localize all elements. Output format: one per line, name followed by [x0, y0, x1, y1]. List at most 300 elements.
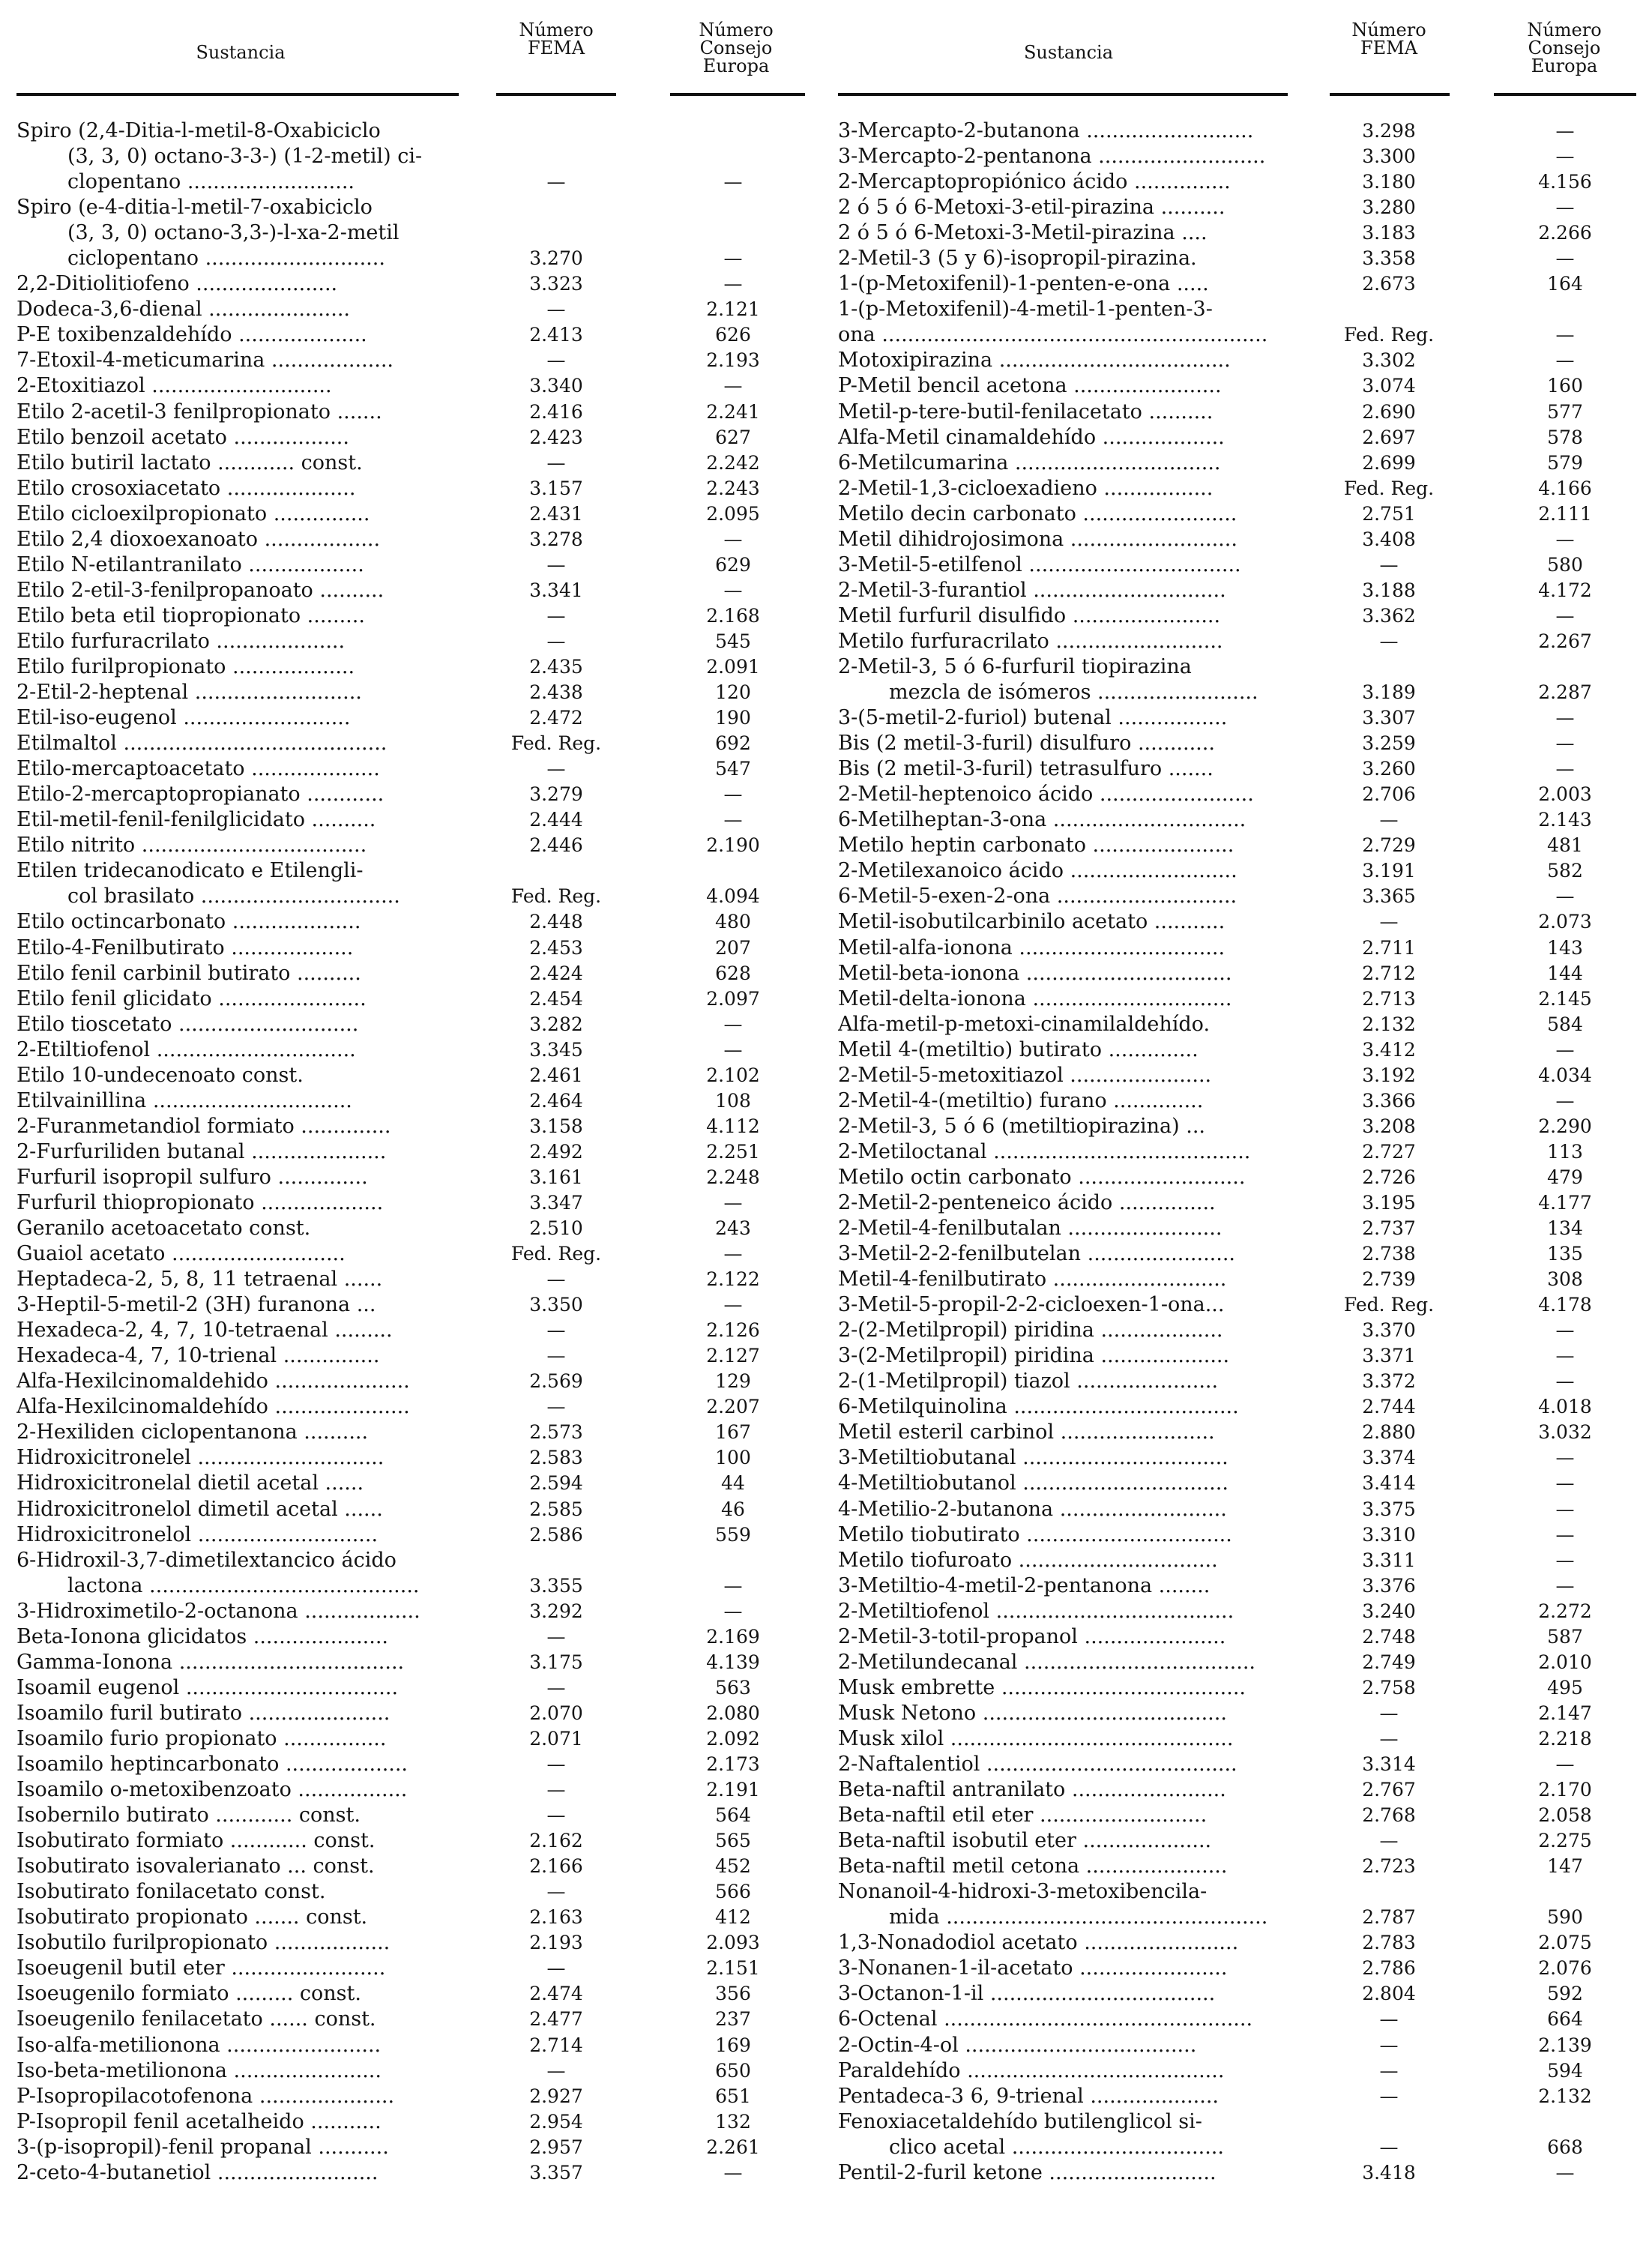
consejo-europa-number: 2.207: [706, 1396, 760, 1418]
consejo-europa-number: 668: [1547, 2136, 1583, 2158]
substance-name: Etilo 10-undecenoato const.: [16, 1063, 304, 1087]
table-row: [16, 1063, 825, 1088]
substance-name: Isoeugenilo formiato ......... const.: [16, 1982, 361, 2006]
fema-number: —: [546, 1804, 566, 1827]
substance-name: Hidroxicitronelal dietil acetal ......: [16, 1471, 364, 1495]
substance-name: 2-Metil-3-furantiol ..............................: [838, 578, 1226, 602]
consejo-europa-number: 2.169: [706, 1625, 760, 1648]
substance-name: Isoamil eugenol .................................: [16, 1675, 399, 1699]
substance-name: 3-(p-isopropil)-fenil propanal ...........: [16, 2135, 389, 2159]
header-consejo-europa: Número Consejo Europa: [699, 19, 774, 76]
consejo-europa-number: 2.126: [706, 1319, 760, 1342]
consejo-europa-number: 2.139: [1538, 2034, 1592, 2056]
consejo-europa-number: 2.290: [1538, 1115, 1592, 1137]
consejo-europa-number: 113: [1547, 1140, 1583, 1163]
fema-number: 3.192: [1362, 1064, 1416, 1086]
consejo-europa-number: —: [1555, 732, 1575, 755]
fema-number: 2.738: [1362, 1243, 1416, 1265]
fema-number: [469, 195, 643, 220]
consejo-europa-number: 2.275: [1538, 1830, 1592, 1852]
substance-name: (3, 3, 0) octano-3,3-)-l-xa-2-metil: [67, 221, 400, 245]
fema-number: 3.298: [1362, 120, 1416, 142]
table-row: [16, 807, 825, 833]
consejo-europa-number: [649, 1548, 817, 1573]
table-row: [838, 400, 1649, 425]
consejo-europa-number: 243: [715, 1217, 751, 1240]
substance-name: 2 ó 5 ó 6-Metoxi-3-Metil-pirazina ....: [838, 221, 1208, 245]
substance-name: Musk xilol ............................................: [838, 1726, 1234, 1750]
table-row: [16, 220, 825, 246]
substance-name: Furfuril isopropil sulfuro ..............: [16, 1165, 368, 1189]
table-row: [838, 118, 1649, 144]
consejo-europa-number: 2.132: [1538, 2085, 1592, 2107]
fema-number: 3.310: [1362, 1523, 1416, 1546]
fema-number: 3.259: [1362, 732, 1416, 755]
table-row: [16, 1139, 825, 1165]
fema-number: 3.074: [1362, 375, 1416, 397]
consejo-europa-number: 565: [715, 1830, 751, 1852]
consejo-europa-number: 135: [1547, 1243, 1583, 1265]
table-row: [838, 1292, 1649, 1318]
fema-number: 2.723: [1362, 1855, 1416, 1878]
substance-name: Guaiol acetato ...........................: [16, 1242, 346, 1266]
header-sustancia: Sustancia: [196, 42, 286, 63]
consejo-europa-number: 495: [1547, 1676, 1583, 1699]
fema-number: 2.783: [1362, 1932, 1416, 1954]
consejo-europa-number: 592: [1547, 1983, 1583, 2005]
fema-number: [469, 118, 643, 144]
fema-number: —: [1379, 630, 1399, 652]
substance-name: Hidroxicitronelol dimetil acetal ......: [16, 1497, 383, 1521]
fema-number: 2.438: [529, 681, 583, 704]
table-row: [838, 1599, 1649, 1624]
table-row: [838, 246, 1649, 271]
table-row: [16, 1548, 825, 1573]
substance-name: Alfa-metil-p-metoxi-cinamilaldehído.: [838, 1012, 1211, 1036]
consejo-europa-number: 587: [1547, 1625, 1583, 1648]
substance-name: 3-Metil-2-2-fenilbutelan .......................: [838, 1242, 1236, 1266]
consejo-europa-number: 2.267: [1538, 630, 1592, 652]
fema-number: 3.183: [1362, 222, 1416, 244]
substance-name: ciclopentano ............................: [67, 247, 385, 271]
consejo-europa-number: 566: [715, 1881, 751, 1903]
table-row: [838, 1471, 1649, 1496]
substance-name: Musk embrette ......................................: [838, 1675, 1246, 1699]
table-row: [16, 935, 825, 961]
consejo-europa-number: —: [1555, 885, 1575, 908]
consejo-europa-number: 564: [715, 1804, 751, 1827]
consejo-europa-number: —: [1555, 1549, 1575, 1571]
fema-number: 3.345: [529, 1038, 583, 1061]
table-row: [16, 1420, 825, 1445]
table-row: [838, 144, 1649, 169]
consejo-europa-number: —: [1555, 324, 1575, 346]
consejo-europa-number: 4.172: [1538, 579, 1592, 601]
table-row: [16, 400, 825, 425]
table-row: [838, 1726, 1649, 1752]
substance-name: Isoamilo o-metoxibenzoato .................: [16, 1778, 408, 1802]
table-row: [838, 909, 1649, 935]
table-row: [838, 629, 1649, 654]
consejo-europa-number: —: [723, 1243, 743, 1265]
fema-number: 2.448: [529, 911, 583, 933]
fema-number: 3.188: [1362, 579, 1416, 601]
fema-number: [469, 858, 643, 884]
substance-name: 3-(5-metil-2-furiol) butenal .................: [838, 706, 1228, 730]
substance-name: P-Metil bencil acetona .......................: [838, 374, 1222, 398]
fema-number: 2.712: [1362, 962, 1416, 984]
table-row: [16, 451, 825, 476]
table-row: [838, 654, 1649, 680]
substance-name: Metil-delta-ionona ...............................: [838, 986, 1232, 1010]
substance-name: Isoeugenilo fenilacetato ...... const.: [16, 2007, 376, 2031]
fema-number: 2.711: [1362, 936, 1416, 959]
fema-number: —: [1379, 2008, 1399, 2031]
substance-name: Beta-naftil isobutil eter ....................: [838, 1829, 1212, 1853]
consejo-europa-number: [1481, 1879, 1649, 1905]
substance-name: Beta-naftil metil cetona ......................: [838, 1854, 1228, 1878]
consejo-europa-number: 590: [1547, 1906, 1583, 1929]
consejo-europa-number: [649, 144, 817, 169]
fema-number: 2.748: [1362, 1625, 1416, 1648]
fema-number: —: [546, 1753, 566, 1775]
consejo-europa-number: 578: [1547, 426, 1583, 448]
fema-number: 3.158: [529, 1115, 583, 1137]
substance-name: Bis (2 metil-3-furil) tetrasulfuro .......: [838, 757, 1214, 781]
table-row: [16, 1803, 825, 1828]
consejo-europa-number: 2.127: [706, 1345, 760, 1367]
table-row: [838, 1624, 1649, 1650]
consejo-europa-number: 452: [715, 1855, 751, 1878]
table-row: [838, 1828, 1649, 1854]
fema-number: —: [1379, 911, 1399, 933]
substance-name: Alfa-Metil cinamaldehído ...................: [838, 425, 1225, 449]
consejo-europa-number: —: [723, 2161, 743, 2184]
table-row: [16, 1445, 825, 1471]
substance-name: Etilo tioscetato ............................: [16, 1012, 359, 1036]
consejo-europa-number: —: [1555, 528, 1575, 550]
table-row: [16, 1675, 825, 1701]
substance-name: Etilo octincarbonato ....................: [16, 910, 361, 934]
substance-name: Metil 4-(metiltio) butirato ..............: [838, 1037, 1199, 1061]
consejo-europa-number: 4.018: [1538, 1396, 1592, 1418]
consejo-europa-number: 2.168: [706, 604, 760, 627]
fema-number: 3.357: [529, 2161, 583, 2184]
consejo-europa-number: [1481, 297, 1649, 322]
substance-name: Pentadeca-3 6, 9-trienal ....................: [838, 2084, 1220, 2108]
table-row: [16, 833, 825, 858]
fema-number: 2.071: [529, 1727, 583, 1750]
fema-number: 2.706: [1362, 783, 1416, 806]
table-row: [16, 144, 825, 169]
table-row: [16, 1394, 825, 1420]
table-row: [838, 425, 1649, 451]
table-row: [16, 1599, 825, 1624]
fema-number: 3.300: [1362, 145, 1416, 168]
fema-number: 2.804: [1362, 1983, 1416, 2005]
consejo-europa-number: —: [1555, 2161, 1575, 2184]
fema-number: 3.347: [529, 1191, 583, 1214]
consejo-europa-number: 626: [715, 324, 751, 346]
fema-number: 3.180: [1362, 171, 1416, 193]
substance-name: 1-(p-Metoxifenil)-1-penten-e-ona .....: [838, 272, 1209, 296]
table-row: [16, 1981, 825, 2007]
substance-name: Beta-naftil antranilato ........................: [838, 1778, 1226, 1802]
table-row: [16, 858, 825, 884]
table-row: [838, 833, 1649, 858]
table-row: [838, 935, 1649, 961]
table-row: [16, 271, 825, 297]
consejo-europa-number: 577: [1547, 400, 1583, 423]
table-row: [16, 1905, 825, 1930]
fema-number: 2.927: [529, 2085, 583, 2107]
consejo-europa-number: 120: [715, 681, 751, 704]
table-row: [838, 322, 1649, 348]
substance-name: 4-Metilio-2-butanona ..........................: [838, 1497, 1227, 1521]
substance-name: Metil dihidrojosimona ..........................: [838, 527, 1238, 551]
consejo-europa-number: —: [723, 1600, 743, 1622]
substance-name: clico acetal .................................: [889, 2135, 1224, 2159]
substance-name: 2-(2-Metilpropil) piridina ...................: [838, 1319, 1223, 1343]
substance-name: 1,3-Nonadodiol acetato ........................: [838, 1931, 1239, 1955]
table-row: [16, 1241, 825, 1267]
substance-name: 6-Metil-5-exen-2-ona ............................: [838, 885, 1238, 908]
table-row: [838, 1930, 1649, 1956]
substance-name: mida ..................................................: [889, 1905, 1268, 1929]
table-row: [838, 1497, 1649, 1522]
substance-name: Metil-alfa-ionona ................................: [838, 935, 1226, 959]
consejo-europa-number: 628: [715, 962, 751, 984]
consejo-europa-number: 2.097: [706, 987, 760, 1010]
substance-name: Metil-isobutilcarbinilo acetato ...........: [838, 910, 1226, 934]
consejo-europa-number: 2.095: [706, 502, 760, 525]
consejo-europa-number: 2.091: [706, 655, 760, 678]
table-row: [16, 731, 825, 756]
consejo-europa-number: 2.248: [706, 1166, 760, 1188]
table-row: [838, 1956, 1649, 1981]
consejo-europa-number: 160: [1547, 375, 1583, 397]
table-row: [16, 1088, 825, 1114]
fema-number: 3.161: [529, 1166, 583, 1188]
substance-name: Isoamilo furil butirato ......................: [16, 1701, 391, 1725]
table-row: [838, 348, 1649, 373]
consejo-europa-number: 108: [715, 1089, 751, 1112]
fema-number: 2.461: [529, 1064, 583, 1086]
table-row: [838, 603, 1649, 629]
fema-number: Fed. Reg.: [510, 1243, 602, 1265]
substance-name: Paraldehído ........................................: [838, 2058, 1225, 2082]
consejo-europa-number: —: [1555, 145, 1575, 168]
table-row: [838, 2033, 1649, 2058]
fema-number: [1303, 297, 1475, 322]
substance-name: Isoeugenil butil eter ........................: [16, 1956, 386, 1980]
fema-number: 2.492: [529, 1140, 583, 1163]
consejo-europa-number: —: [1555, 758, 1575, 780]
substance-name: 3-Metiltiobutanal ................................: [838, 1446, 1229, 1470]
table-row: [16, 348, 825, 373]
substance-name: (3, 3, 0) octano-3-3-) (1-2-metil) ci-: [67, 145, 423, 169]
substance-name: 3-Metil-5-etilfenol .................................: [838, 552, 1241, 576]
substance-name: Spiro (2,4-Ditia-l-metil-8-Oxabiciclo: [16, 119, 381, 142]
table-row: [838, 884, 1649, 909]
fema-number: 3.302: [1362, 349, 1416, 372]
table-row: [838, 1445, 1649, 1471]
consejo-europa-number: 2.010: [1538, 1651, 1592, 1673]
consejo-europa-number: 2.076: [1538, 1957, 1592, 1980]
table-row: [838, 2007, 1649, 2032]
substance-name: 2-(1-Metilpropil) tiazol ......................: [838, 1369, 1219, 1393]
substance-name: P-Isopropil fenil acetalheido ...........: [16, 2109, 382, 2133]
table-row: [838, 1343, 1649, 1369]
table-row: [838, 1803, 1649, 1828]
consejo-europa-number: 2.191: [706, 1779, 760, 1801]
substance-name: 2-Naftalentiol .......................................: [838, 1753, 1238, 1776]
table-row: [838, 2084, 1649, 2109]
fema-number: 2.472: [529, 707, 583, 729]
substance-name: 3-Octanon-1-il ...................................: [838, 1982, 1216, 2006]
consejo-europa-number: 164: [1547, 273, 1583, 295]
table-row: [16, 2160, 825, 2186]
substance-name: 2-Metil-1,3-cicloexadieno .................: [838, 476, 1214, 500]
table-row: [16, 1216, 825, 1241]
table-row: [838, 1063, 1649, 1088]
table-row: [16, 2135, 825, 2160]
table-row: [838, 1190, 1649, 1216]
fema-number: 2.435: [529, 655, 583, 678]
substance-name: Etilo-4-Fenilbutirato ...................: [16, 935, 354, 959]
consejo-europa-number: 2.102: [706, 1064, 760, 1086]
substance-name: Etilo benzoil acetato ..................: [16, 425, 349, 449]
consejo-europa-number: —: [723, 375, 743, 397]
fema-number: 2.954: [529, 2110, 583, 2133]
table-row: [16, 1267, 825, 1292]
consejo-europa-number: 2.003: [1538, 783, 1592, 806]
consejo-europa-number: 44: [721, 1472, 745, 1495]
fema-number: 3.412: [1362, 1038, 1416, 1061]
consejo-europa-number: 2.193: [706, 349, 760, 372]
consejo-europa-number: 480: [715, 911, 751, 933]
table-row: [838, 1879, 1649, 1905]
consejo-europa-number: 4.177: [1538, 1191, 1592, 1214]
fema-number: —: [546, 630, 566, 652]
table-row: [16, 1471, 825, 1496]
table-row: [838, 986, 1649, 1012]
table-row: [16, 501, 825, 527]
substance-name: Etilo furilpropionato ...................: [16, 654, 355, 678]
consejo-europa-number: —: [1555, 1753, 1575, 1775]
substance-name: 6-Hidroxil-3,7-dimetilextancico ácido: [16, 1548, 397, 1572]
table-row: [16, 1726, 825, 1752]
consejo-europa-number: 2.143: [1538, 809, 1592, 831]
substance-name: col brasilato ...............................: [67, 885, 400, 908]
consejo-europa-number: 2.170: [1538, 1779, 1592, 1801]
consejo-europa-number: 237: [715, 2008, 751, 2031]
fema-number: 2.739: [1362, 1268, 1416, 1291]
table-row: [838, 2160, 1649, 2186]
substance-name: Etilo-2-mercaptopropianato ............: [16, 783, 385, 807]
fema-number: 3.350: [529, 1294, 583, 1316]
consejo-europa-number: —: [1555, 349, 1575, 372]
table-row: [16, 884, 825, 909]
fema-number: 3.189: [1362, 681, 1416, 704]
consejo-europa-number: 2.287: [1538, 681, 1592, 704]
consejo-europa-number: 207: [715, 936, 751, 959]
substance-name: 6-Metilheptan-3-ona ..............................: [838, 808, 1246, 832]
fema-number: 3.307: [1362, 707, 1416, 729]
substance-name: 3-Metil-5-propil-2-2-cicloexen-1-ona...: [838, 1293, 1225, 1317]
fema-number: 3.191: [1362, 860, 1416, 882]
table-row: [838, 1139, 1649, 1165]
substance-name: Etilo 2-etil-3-fenilpropanoato ..........: [16, 578, 385, 602]
fema-number: 3.314: [1362, 1753, 1416, 1775]
substance-name: Metil furfuril disulfido .......................: [838, 603, 1221, 627]
table-row: [16, 322, 825, 348]
fema-number: 3.157: [529, 477, 583, 499]
fema-number: 2.697: [1362, 426, 1416, 448]
fema-number: 2.423: [529, 426, 583, 448]
consejo-europa-number: 584: [1547, 1013, 1583, 1035]
substance-name: Hidroxicitronelol ............................: [16, 1522, 379, 1546]
table-row: [16, 373, 825, 399]
fema-number: Fed. Reg.: [1343, 477, 1435, 499]
consejo-europa-number: —: [1555, 707, 1575, 729]
fema-number: 3.408: [1362, 528, 1416, 550]
fema-number: 3.279: [529, 783, 583, 806]
consejo-europa-number: 2.261: [706, 2136, 760, 2158]
consejo-europa-number: 2.251: [706, 1140, 760, 1163]
table-row: [16, 986, 825, 1012]
consejo-europa-number: —: [1555, 1089, 1575, 1112]
fema-number: 3.282: [529, 1013, 583, 1035]
substance-name: 3-(2-Metilpropil) piridina ....................: [838, 1344, 1230, 1368]
fema-number: 3.280: [1362, 196, 1416, 219]
consejo-europa-number: —: [1555, 1319, 1575, 1342]
fema-number: 2.880: [1362, 1421, 1416, 1444]
substance-name: Isoamilo heptincarbonato ...................: [16, 1753, 409, 1776]
substance-name: 7-Etoxil-4-meticumarina ...................: [16, 349, 394, 373]
fema-number: —: [546, 171, 566, 193]
fema-number: —: [546, 1345, 566, 1367]
substance-name: 2,2-Ditiolitiofeno ......................: [16, 272, 338, 296]
substance-name: Etilen tridecanodicato e Etilengli-: [16, 859, 364, 883]
consejo-europa-number: 481: [1547, 834, 1583, 857]
substance-name: 2-ceto-4-butanetiol .........................: [16, 2160, 379, 2184]
fema-number: —: [1379, 1830, 1399, 1852]
consejo-europa-number: 2.266: [1538, 222, 1592, 244]
substance-name: 1-(p-Metoxifenil)-4-metil-1-penten-3-: [838, 298, 1213, 322]
substance-name: 2-Metil-3, 5 ó 6-furfuril tiopirazina: [838, 654, 1192, 678]
substance-name: 2-Etoxitiazol ............................: [16, 374, 332, 398]
fema-number: —: [546, 1676, 566, 1699]
consejo-europa-number: 651: [715, 2085, 751, 2107]
table-row: [838, 1165, 1649, 1190]
fema-number: 3.292: [529, 1600, 583, 1622]
fema-number: —: [1379, 1727, 1399, 1750]
substance-name: Etil-iso-eugenol ..........................: [16, 706, 351, 730]
consejo-europa-number: 2.075: [1538, 1932, 1592, 1954]
table-row: [838, 1369, 1649, 1394]
fema-number: Fed. Reg.: [510, 732, 602, 755]
table-row: [838, 680, 1649, 705]
substance-name: Pentil-2-furil ketone ..........................: [838, 2160, 1217, 2184]
substance-name: Etilo 2,4 dioxoexanoato ..................: [16, 527, 381, 551]
table-row: [16, 2007, 825, 2032]
fema-number: —: [1379, 2136, 1399, 2158]
substance-name: Alfa-Hexilcinomaldehido .....................: [16, 1369, 410, 1393]
substance-name: Isoamilo furio propionato ................: [16, 1726, 387, 1750]
fema-number: 3.362: [1362, 604, 1416, 627]
consejo-europa-number: 144: [1547, 962, 1583, 984]
